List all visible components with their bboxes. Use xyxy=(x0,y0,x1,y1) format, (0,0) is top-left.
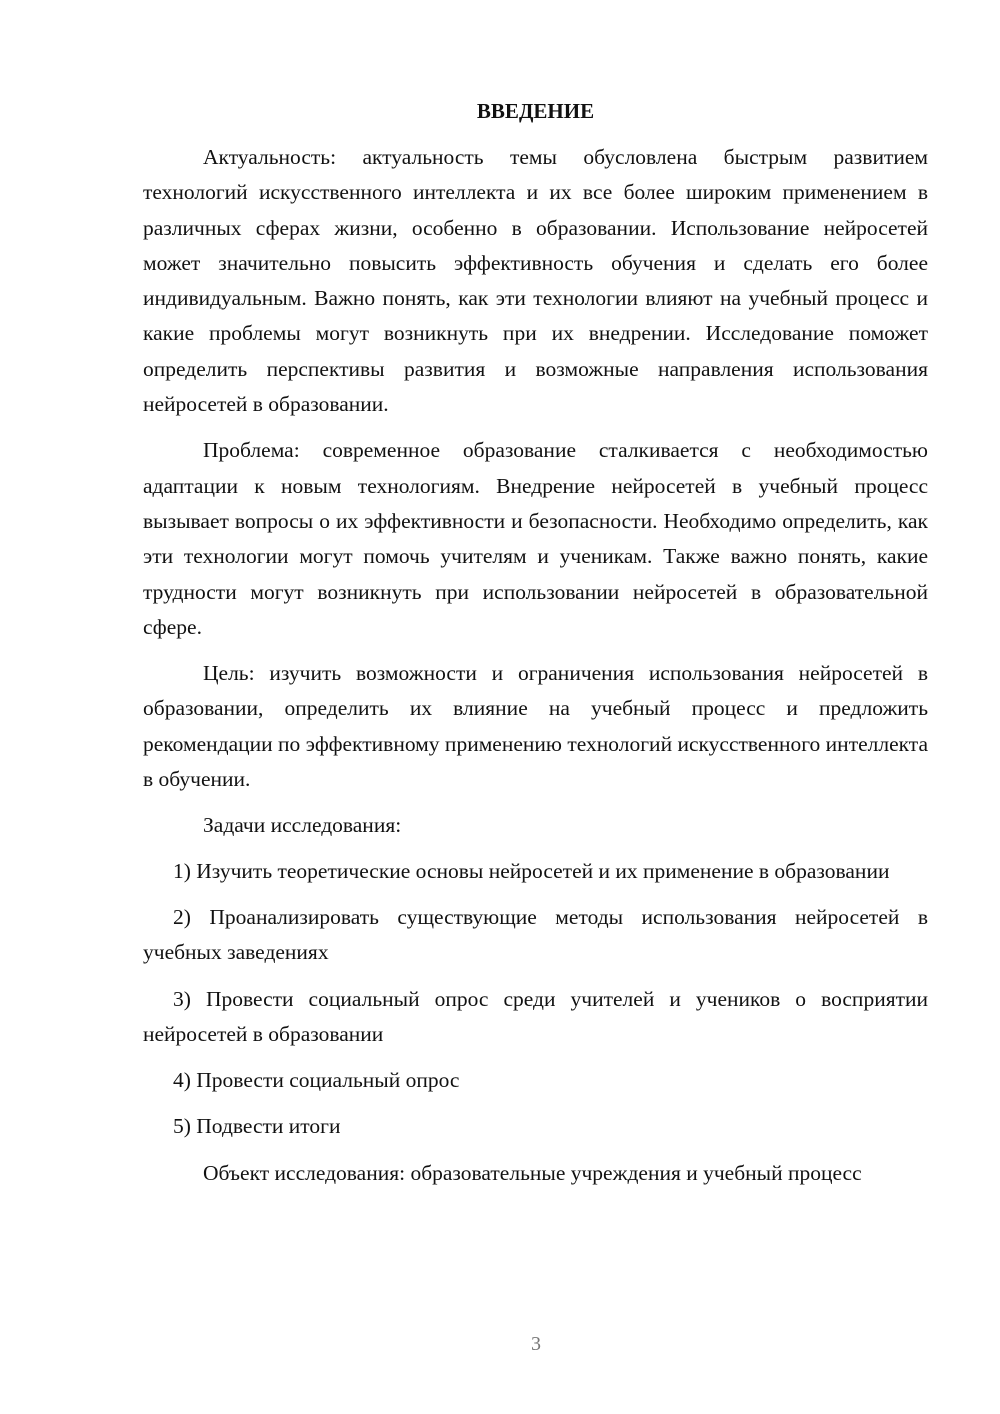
task-item: 2) Проанализировать существующие методы использования нейросетей в учебных заведениях xyxy=(143,904,928,965)
goal-paragraph: Цель: изучить возможности и ограничения использования нейросетей в образовании, определить их влияние на учебный процесс и предложить рекомендации по эффективному применению технологий искусственного интеллекта в обучении. xyxy=(143,661,928,792)
task-item: 4) Провести социальный опрос xyxy=(173,1068,460,1093)
task-item: 1) Изучить теоретические основы нейросетей и их применение в образовании xyxy=(173,858,890,883)
object-paragraph: Объект исследования: образовательные учреждения и учебный процесс xyxy=(203,1160,862,1185)
section-heading: ВВЕДЕНИЕ xyxy=(476,99,595,123)
task-list xyxy=(143,854,928,1145)
relevance-paragraph: Актуальность: актуальность темы обусловлена быстрым развитием технологий искусственного интеллекта и их все более широким применением в различных сферах жизни, особенно в образовании. Использование нейросетей может значительно повысить эффективность обучения и сделать его более индивидуальным. Важно понять, как эти технологии влияют на учебный процесс и какие проблемы могут возникнуть при их внедрении. Исследование поможет определить перспективы развития и возможные направления использования нейросетей в образовании. xyxy=(143,145,928,417)
tasks-title: Задачи исследования: xyxy=(203,813,402,838)
task-item: 5) Подвести итоги xyxy=(173,1114,341,1139)
task-item: 3) Провести социальный опрос среди учителей и учеников о восприятии нейросетей в образовании xyxy=(143,986,928,1046)
problem-paragraph: Проблема: современное образование сталкивается с необходимостью адаптации к новым технологиям. Внедрение нейросетей в учебный процесс вызывает вопросы о их эффективности и безопасности. Необходимо определить, как эти технологии могут помочь учителям и ученикам. Также важно понять, какие трудности могут возникнуть при использовании нейросетей в образовательной сфере. xyxy=(143,438,928,639)
page-content xyxy=(143,96,928,1202)
page-number: 3 xyxy=(531,1333,541,1355)
